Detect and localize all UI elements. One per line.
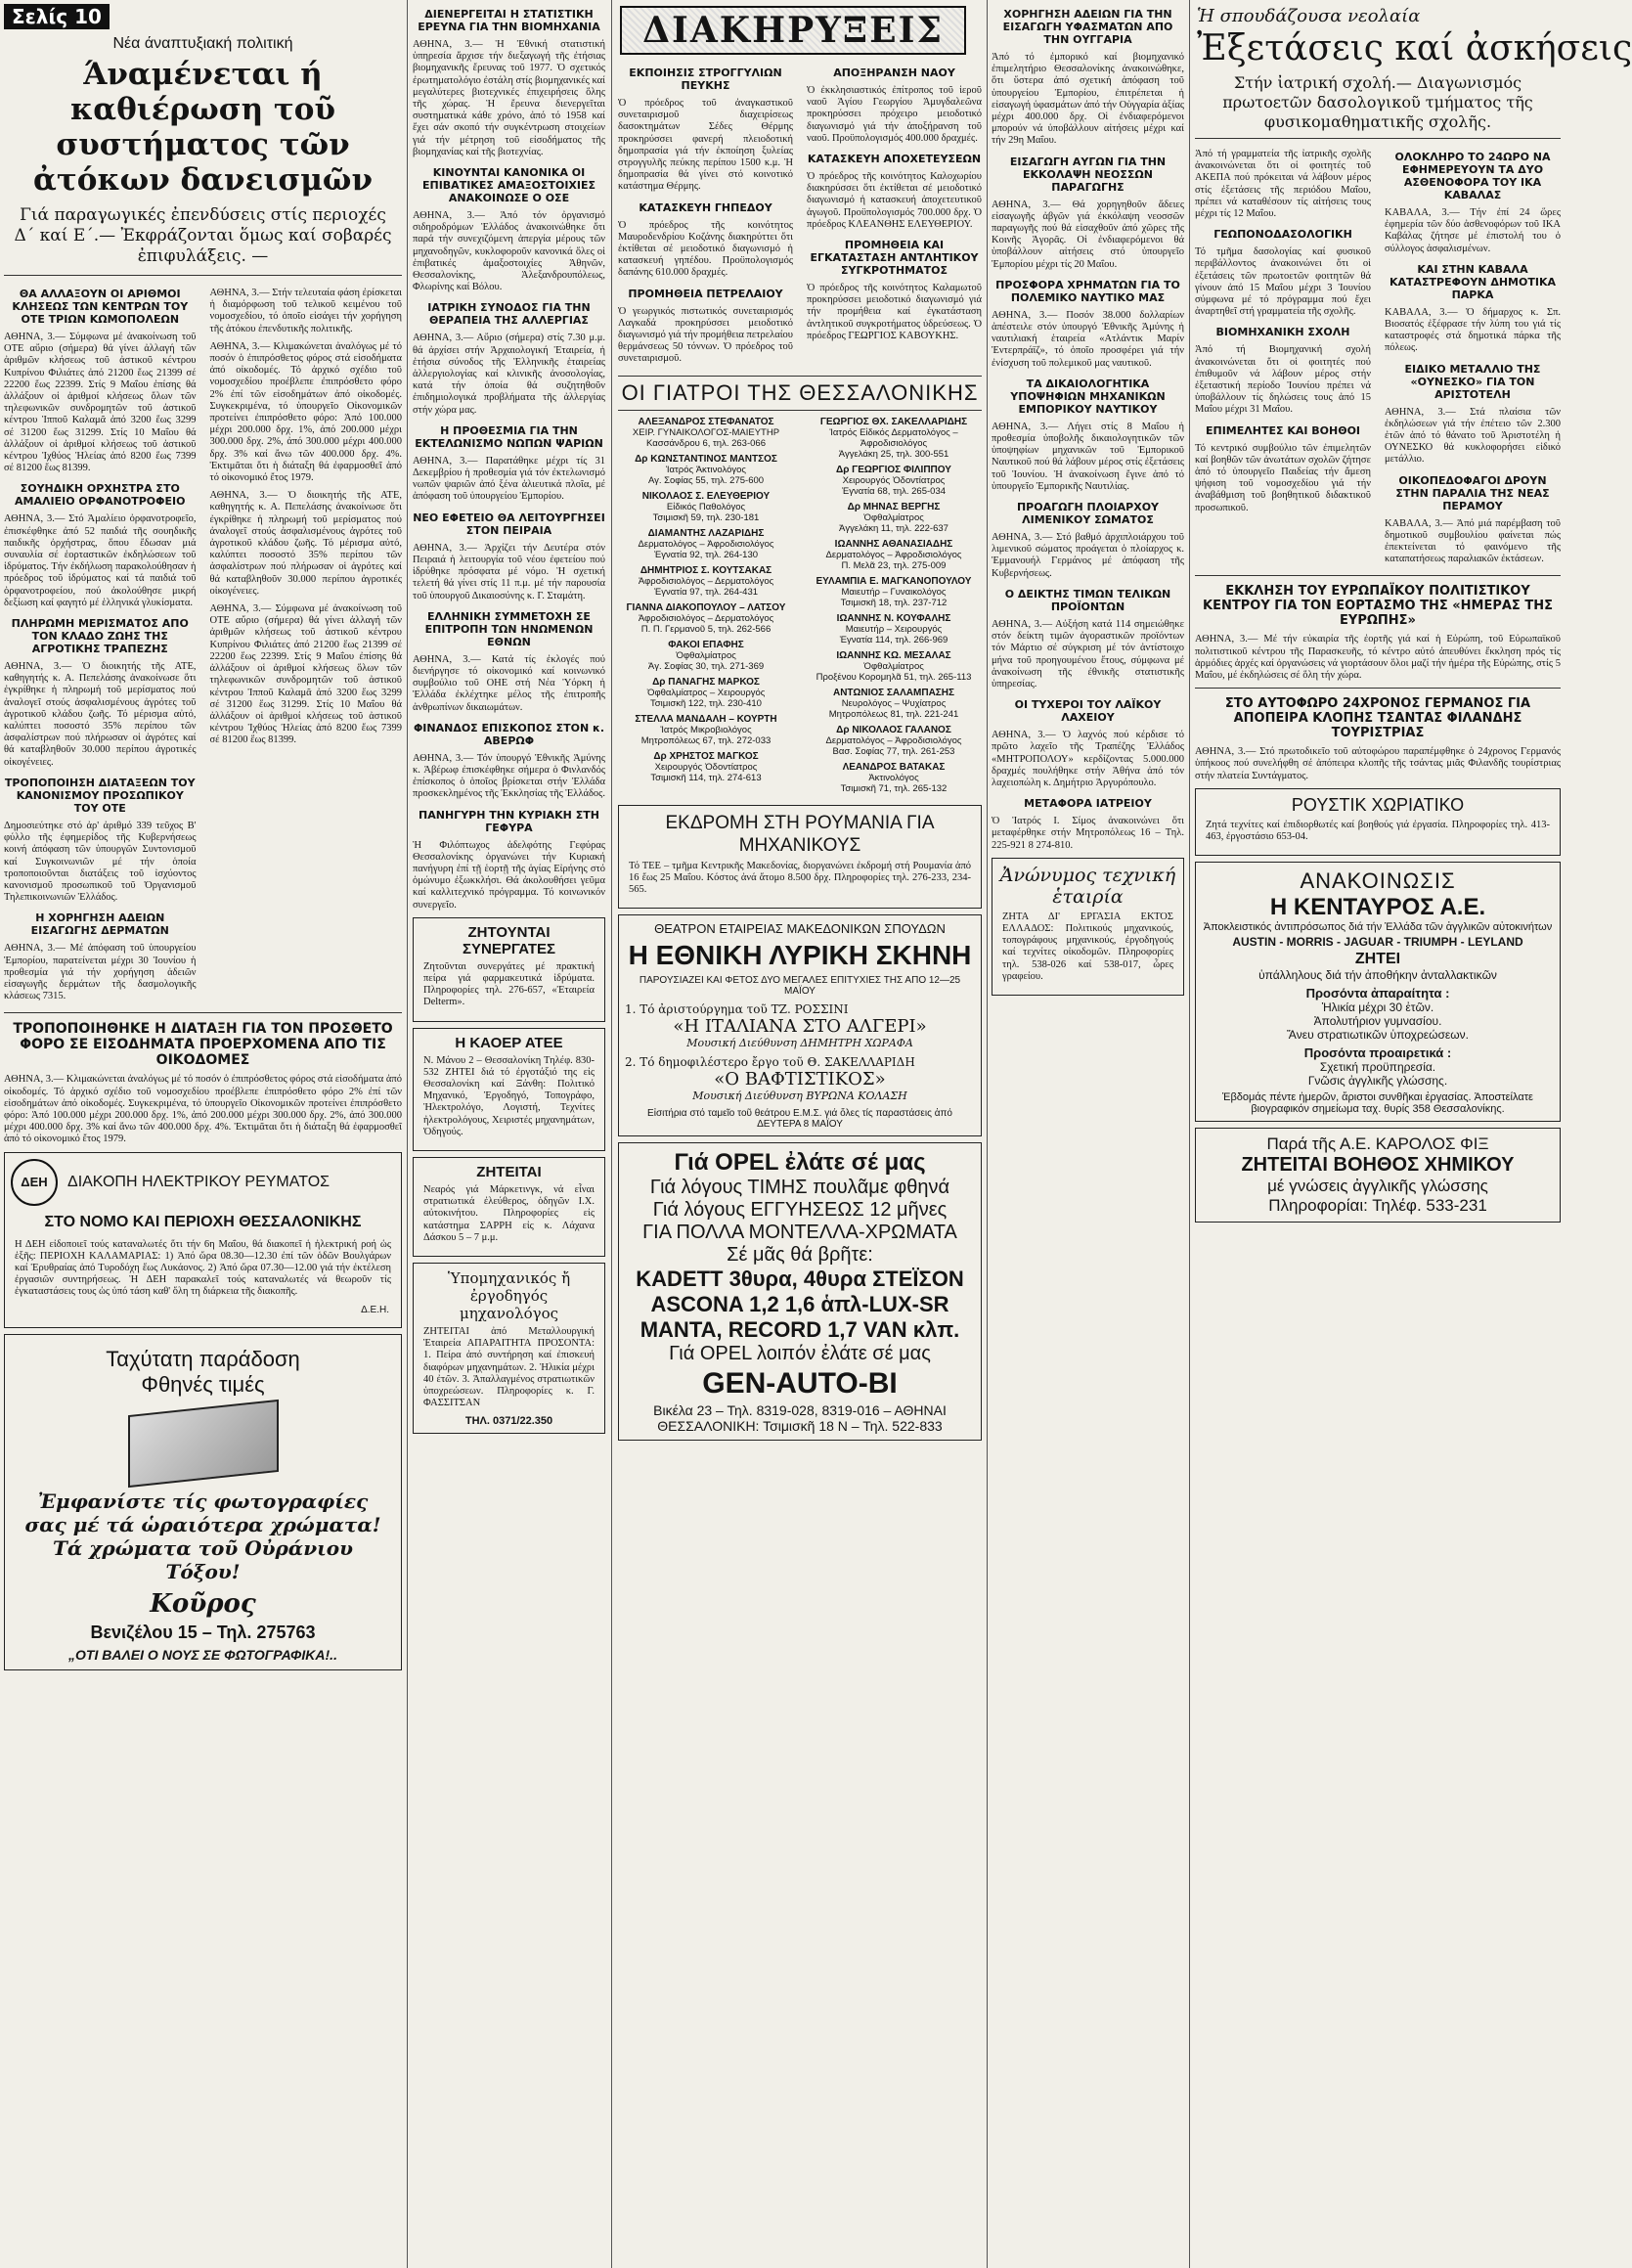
story-body: Ὁ πρόεδρος τοῦ ἀναγκαστικοῦ συνεταιρισμοῦ διαχειρίσεως δασοκτημάτων Σέδες Θέρμης προκηρύσσει φανερή πλειοδοτική δημοπρασία γιά τήν ἐκποίηση ξυλείας στρογγυλῆς πεύκης περίπου 1500 κ.μ. Ἡ δημοπρασία θά γίνει στό κοινοτικό κατάστημα Θέρμης. [618, 98, 793, 193]
romania-ad [618, 805, 982, 910]
declarations-left [614, 59, 797, 372]
opel-line-1: Γιά OPEL ἐλάτε σέ μας [674, 1149, 926, 1177]
story-headline: ΕΚΠΟΙΗΣΙΣ ΣΤΡΟΓΓΥΛΙΩΝ ΠΕΥΚΗΣ [629, 67, 782, 92]
story-headline: ΟΛΟΚΛΗΡΟ ΤΟ 24ΩΡΟ ΝΑ ΕΦΗΜΕΡΕΥΟΥΝ ΤΑ ΔΥΟ ΑΣΘΕΝΟΦΟΡΑ ΤΟΥ ΙΚΑ ΚΑΒΑΛΑΣ [1394, 151, 1551, 201]
story-headline: ΠΡΟΜΗΘΕΙΑ ΠΕΤΡΕΛΑΙΟΥ [628, 287, 783, 300]
doctor-specialty: Ὀφθαλμίατρος [863, 660, 924, 672]
doctor-name: ΙΩΑΝΝΗΣ Ν. ΚΟΥΦΑΛΗΣ [836, 612, 951, 624]
column-2 [409, 0, 609, 2268]
doctor-name: ΓΙΑΝΝΑ ΔΙΑΚΟΠΟΥΛΟΥ – ΛΑΤΣΟΥ [626, 601, 786, 613]
kouros-line-2: Φθηνές τιμές [141, 1371, 265, 1397]
story-headline: ΟΙΚΟΠΕΔΟΦΑΓΟΙ ΔΡΟΥΝ ΣΤΗΝ ΠΑΡΑΛΙΑ ΤΗΣ ΝΕΑΣ ΠΕΡΑΜΟΥ [1395, 473, 1550, 512]
doctor-address: Μητροπόλεως 81, τηλ. 221-241 [828, 708, 959, 720]
kouros-ad [4, 1334, 402, 1670]
story-headline: ΚΑΤΑΣΚΕΥΗ ΑΠΟΧΕΤΕΥΣΕΩΝ [807, 153, 982, 166]
doctor-address: Π. Π. Γερμανοῦ 5, τηλ. 262-566 [640, 623, 772, 635]
kouros-line-1: Ταχύτατη παράδοση [106, 1346, 300, 1371]
doctor-name: ΙΩΑΝΝΗΣ ΑΘΑΝΑΣΙΑΔΗΣ [834, 538, 953, 550]
doctor-name: ΕΥΛΑΜΠΙΑ Ε. ΜΑΓΚΑΝΟΠΟΥΛΟΥ [816, 575, 972, 587]
kentavros-req-3: Ἄνευ στρατιωτικῶν ὑποχρεώσεων. [1287, 1028, 1469, 1043]
doctor-address: Τσιμισκῆ 71, τηλ. 265-132 [840, 782, 948, 794]
kentavros-zitei: ΖΗΤΕΙ [1354, 951, 1401, 968]
doctor-entry [617, 417, 795, 449]
doctor-entry [805, 688, 983, 720]
doctor-name: ΑΝΤΩΝΙΟΣ ΣΑΛΑΜΠΑΣΗΣ [832, 687, 955, 698]
opel-addr-2: ΘΕΣΣΑΛΟΝΙΚΗ: Τσιμισκῆ 18 Ν – Τηλ. 522-833 [657, 1418, 943, 1435]
europe-day-headline: ΕΚΚΛΗΣΗ ΤΟΥ ΕΥΡΩΠΑΪΚΟΥ ΠΟΛΙΤΙΣΤΙΚΟΥ ΚΕΝΤΡΟΥ ΓΙΑ ΤΟΝ ΕΟΡΤΑΣΜΟ ΤΗΣ «ΗΜΕΡΑΣ ΤΗΣ ΕΥΡΩΠΗΣ» [1203, 584, 1553, 629]
doctor-specialty: Χειρουργός Ὀδοντίατρος [654, 761, 758, 773]
story-headline: ΧΟΡΗΓΗΣΗ ΑΔΕΙΩΝ ΓΙΑ ΤΗΝ ΕΙΣΑΓΩΓΗ ΥΦΑΣΜΑΤΩΝ ΑΠΟ ΤΗΝ ΟΥΓΓΑΡΙΑ [1002, 8, 1173, 46]
classified-ad [413, 1028, 605, 1151]
opel-line-9: Γιά OPEL λοιπόν ἐλάτε σέ μας [669, 1343, 931, 1365]
story-headline: Η ΧΟΡΗΓΗΣΗ ΑΔΕΙΩΝ ΕΙΣΑΓΩΓΗΣ ΔΕΡΜΑΤΩΝ [30, 912, 169, 938]
kentavros-req-head: Προσόντα ἀπαραίτητα : [1305, 986, 1450, 1001]
story-body: ΚΑΒΑΛΑ, 3.— Τήν ἐπί 24 ὥρες ἐφημερία τῶν δύο ἀσθενοφόρων τοῦ ΙΚΑ Καβάλας ζήτησε μέ ἐπιστολή του ὁ σύλλογος ἀσφαλισμένων. [1385, 207, 1561, 254]
story-headline: ΔΙΕΝΕΡΓΕΙΤΑΙ Η ΣΤΑΤΙΣΤΙΚΗ ΕΡΕΥΝΑ ΓΙΑ ΤΗΝ ΒΙΟΜΗΧΑΝΙΑ [418, 8, 600, 33]
classified-title: ΖΗΤΟΥΝΤΑΙ ΣΥΝΕΡΓΑΤΕΣ [463, 923, 555, 957]
doctor-specialty: Ἰατρός Εἰδικός Δερματολόγος – Ἀφροδισιολόγος [829, 426, 958, 449]
story-headline: ΠΡΟΣΦΟΡΑ ΧΡΗΜΑΤΩΝ ΓΙΑ ΤΟ ΠΟΛΕΜΙΚΟ ΝΑΥΤΙΚΟ ΜΑΣ [995, 278, 1180, 304]
theft-headline: ΣΤΟ ΑΥΤΟΦΩΡΟ 24ΧΡΟΝΟΣ ΓΕΡΜΑΝΟΣ ΓΙΑ ΑΠΟΠΕΙΡΑ ΚΛΟΠΗΣ ΤΣΑΝΤΑΣ ΦΙΛΑΝΔΗΣ ΤΟΥΡΙΣΤΡΙΑΣ [1224, 696, 1531, 741]
doctor-name: ΙΩΑΝΝΗΣ ΚΩ. ΜΕΣΑΛΑΣ [836, 649, 951, 661]
doctor-specialty: Ἀφροδισιολόγος – Δερματολόγος [638, 575, 774, 587]
kentavros-pref-1: Σχετική προϋπηρεσία. [1319, 1060, 1436, 1075]
opel-line-8: MANTA, RECORD 1,7 VAN κλπ. [640, 1317, 960, 1343]
story-headline: Ο ΔΕΙΚΤΗΣ ΤΙΜΩΝ ΤΕΛΙΚΩΝ ΠΡΟΪΟΝΤΩΝ [1004, 587, 1171, 613]
opera-work1: «Η ΙΤΑΛΙΑΝΑ ΣΤΟ ΑΛΓΕΡΙ» [673, 1016, 927, 1038]
lead-body-2: ΑΘΗΝΑ, 3.— Κλιμακώνεται ἀναλόγως μέ τό ποσόν ὁ ἐπιπρόσθετος φόρος στά εἰσοδήματα ἀπό οἰκοδομές. Τό ἀρχικό σχέδιο τοῦ νομοσχεδίου προέβλεπε ἐπιπρόσθετο φόρο 2% ἐπί τῶν εἰσοδημάτων ἀπό οἰκοδομές. Συγκεκριμένα, τό ὑπουργεῖο Οἰκονομικῶν προτείνει ἐπιπρόσθετο φόρο: Ἀπό 100.000 μέχρι 200.000 δρχ. 1%, ἀπό 200.000 μέχρι 300.000 δρχ. 2%, ἀπό 300.000 μέχρι 400.000 δρχ. 3% καί ἄνω τῶν 400.000 δρχ. 4%. Ἐκτιμᾶται ὅτι ἡ διάταξη θά ἐφαρμοσθεῖ ἀπό τό οἰκονομικό ἔτος 1979. [209, 340, 402, 484]
opel-line-7: ASCONA 1,2 1,6 ἁπλ-LUX-SR [650, 1292, 949, 1317]
opera-work1-intro: 1. Τό ἀριστούργημα τοῦ ΤΖ. ΡΟΣΣΙΝΙ [625, 1002, 849, 1017]
power-notice-subtitle: ΣΤΟ ΝΟΜΟ ΚΑΙ ΠΕΡΙΟΧΗ ΘΕΣΣΑΛΟΝΙΚΗΣ [44, 1213, 362, 1230]
story-body: ΚΑΒΑΛΑ, 3.— Ἀπό μιά παρέμβαση τοῦ δημοτικοῦ συμβουλίου φαίνεται πώς ἐπεκτείνεται τό φαινόμενο τῆς καταπατήσεως παραλιακῶν ἐκτάσεων. [1385, 517, 1561, 565]
story-body: Ὁ Ἰατρός Ι. Σίμος ἀνακοινώνει ὅτι μεταφέρθηκε στήν Μητροπόλεως 16 – Τηλ. 225-921 8 274-810. [992, 816, 1184, 851]
story-headline: ΦΙΝΑΝΔΟΣ ΕΠΙΣΚΟΠΟΣ ΣΤΟΝ κ. ΑΒΕΡΩΦ [413, 721, 605, 747]
col5-right [1381, 143, 1565, 571]
story-headline: ΟΙ ΤΥΧΕΡΟΙ ΤΟΥ ΛΑΪΚΟΥ ΛΑΧΕΙΟΥ [1014, 698, 1162, 725]
story-body: ΑΘΗΝΑ, 3.— Αὔριο (σήμερα) στίς 7.30 μ.μ. θά ἀρχίσει στήν Ἀρχαιολογική Ἑταιρεία, ἡ ἐτήσια σύνοδος τῆς Ἑλληνικῆς ἑταιρείας ἀλλεργιολογίας καί κλινικῆς ἀνοσολογίας, κατά τήν ὁποία θά συζητηθοῦν ἐπιδημιολογικά προβλήματα τῆς ἀλλεργίας στήν χώρα μας. [413, 333, 605, 416]
story-body: ΑΘΗΝΑ, 3.— Ἀρχίζει τήν Δευτέρα στόν Πειραιά ἡ λειτουργία τοῦ νέου ἐφετείου πού ἱδρύθηκε πρόσφατα μέ νόμο. Ἡ σχετική τελετή θά γίνει στίς 11 π.μ. μέ τήν παρουσία τοῦ ὑπουργοῦ Δικαιοσύνης κ. Γ. Σταμάτη. [413, 542, 605, 601]
kentavros-header: ΑΝΑΚΟΙΝΩΣΙΣ [1300, 868, 1456, 894]
opel-line-2: Γιά λόγους ΤΙΜΗΣ πουλᾶμε φθηνά [649, 1177, 950, 1199]
doctor-entry [617, 565, 795, 598]
kentavros-req-2: Ἀπολυτήριον γυμνασίου. [1313, 1014, 1442, 1029]
doctor-specialty: Ἀφροδισιολόγος – Δερματολόγος [638, 612, 774, 624]
students-kicker: Ἡ σπουδάζουσα νεολαία [1197, 6, 1421, 26]
column-3 [614, 0, 986, 2268]
story-body: Ἀπό τή Βιομηχανική σχολή ἀνακοινώνεται ὅτι οἱ φοιτητές πού ἐπιθυμοῦν νά λάβουν μέρος στήν ἐξεταστική περίοδο Ἰουνίου πρέπει νά ὑποβάλλουν τίς δηλώσεις τους ἀπό 15 Μαΐου μέχρι 31 Μαΐου. [1195, 344, 1371, 416]
chemist-line-1: Παρά τῆς Α.Ε. ΚΑΡΟΛΟΣ ΦΙΞ [1266, 1134, 1489, 1154]
doctor-address: Ἐγνατία 97, τηλ. 264-431 [653, 586, 759, 598]
story-headline: ΕΛΛΗΝΙΚΗ ΣΥΜΜΕΤΟΧΗ ΣΕ ΕΠΙΤΡΟΠΗ ΤΩΝ ΗΝΩΜΕΝΩΝ ΕΘΝΩΝ [424, 609, 594, 648]
story-body: Ὁ πρόεδρος τῆς κοινότητος Καλοχωρίου διακηρύσσει ὅτι ἐκτίθεται σέ μειοδοτικό διαγωνισμό ἡ κατασκευή ἀποχετευτικοῦ ἀγωγοῦ. Προϋπολογισμός 700.000 δρχ. Ὁ πρόεδρος ΚΛΕΑΝΘΗΣ ΕΛΕΥΘΕΡΙΟΥ. [807, 171, 982, 230]
story-body: Ὁ πρόεδρος τῆς κοινότητος Μαυροδενδρίου Κοζάνης διακηρύττει ὅτι ἐκτίθεται σέ μειοδοτικό διαγωνισμό ἡ κατασκευή γηπέδου. Προϋπολογισμός δαπάνης 610.000 δραχμές. [618, 219, 793, 279]
doctor-name: ΦΑΚΟΙ ΕΠΑΦΗΣ [668, 639, 744, 650]
lead-subhead: Γιά παραγωγικές ἐπενδύσεις στίς περιοχές Δ΄ καί Ε΄.— Ἐκφράζονται ὅμως καί σοβαρές ἐπιφυλάξεις. — [14, 205, 392, 266]
story-body: ΑΘΗΝΑ, 3.— Σύμφωνα μέ ἀνακοίνωση τοῦ ΟΤΕ αὔριο (σήμερα) θά γίνει ἀλλαγή τῶν ἀριθμῶν κλήσεως τοῦ ἀστικοῦ κέντρου Κυπρίνου Φιλιάτες ἀπό 21200 ἕως 21399 σέ 22200 ἕως 22399. Στίς 9 Μαΐου ἐπίσης θά ἀλλάξουν οἱ ἀριθμοί κλήσεως ὅλων τῶν τηλεφωνικῶν συνδρομητῶν τοῦ ἀστικοῦ κέντρου Ἱπποῦ Καλαμᾶ ἀπό 3200 ἕως 3299 σέ 31200 ἕως 31299. Στίς 10 Μαΐου θά ἀλλάξουν οἱ ἀριθμοί κλήσεως τοῦ ἀστικοῦ κέντρου Ἰχθύος Ἠλείας ἀπό 8200 ἕως 7399 σέ 81200 ἕως 81399. [4, 332, 197, 474]
opera-work2-credit: Μουσική Διεύθυνση ΒΥΡΩΝΑ ΚΟΛΑΣΗ [692, 1090, 907, 1103]
story-headline: Η ΠΡΟΘΕΣΜΙΑ ΓΙΑ ΤΗΝ ΕΚΤΕΛΩΝΙΣΜΟ ΝΩΠΩΝ ΨΑΡΙΩΝ [415, 423, 603, 450]
declarations-grid [614, 59, 986, 372]
classified-ad [413, 1263, 605, 1434]
story-body: ΑΘΗΝΑ, 3.— Παρατάθηκε μέχρι τίς 31 Δεκεμβρίου ἡ προθεσμία γιά τόν ἐκτελωνισμό νωπῶν ψαριῶν ἀπό ξένα ἁλιευτικά πλοῖα, μέ ἀπόφαση τοῦ ὑπουργείου Ἐμπορίου. [413, 455, 605, 503]
doctor-name: Δρ ΝΙΚΟΛΑΟΣ ΓΑΛΑΝΟΣ [836, 724, 951, 735]
doctor-name: Δρ ΓΕΩΡΓΙΟΣ ΦΙΛΙΠΠΟΥ [836, 464, 951, 475]
power-notice-title: ΔΙΑΚΟΠΗ ΗΛΕΚΤΡΙΚΟΥ ΡΕΥΜΑΤΟΣ [67, 1173, 331, 1190]
technical-company-body: ΖΗΤΑ ΔΙ' ΕΡΓΑΣΙΑ ΕΚΤΟΣ ΕΛΛΑΔΟΣ: Πολιτικούς μηχανικούς, τοπογράφους μηχανικούς, ἐργοδηγούς καί τεχνίτες οἰκοδομῶν. Πληροφορίες τηλ. 538-026 καί 538-017, ὧρες γραφείου. [1002, 911, 1173, 982]
doctor-address: Βασ. Σοφίας 77, τηλ. 261-253 [832, 745, 955, 757]
kouros-footer: „ΟΤΙ ΒΑΛΕΙ Ο ΝΟΥΣ ΣΕ ΦΩΤΟΓΡΑΦΙΚΑ!.. [68, 1646, 337, 1663]
doctor-address: Ἀγγελάκη 25, τηλ. 300-551 [838, 448, 949, 460]
story-body: ΑΘΗΝΑ, 3.— Ὁ διοικητής τῆς ΑΤΕ, καθηγητής κ. Α. Πεπελάσης ἀνακοίνωσε ὅτι ἐγκρίθηκε ἡ πληρωμή τοῦ μερίσματος πού ἀναλογεῖ στούς ἀσφαλισμένους ἀγρότες τοῦ ἀγροτικοῦ κλάδου ζωῆς. Τό μέρισμα αὐτό, καλύπτει ποσοστό 35% περίπου τῶν ἀσφαλίστρων πού πλήρωσαν οἱ ἀγρότες καί θά καταβληθοῦν 30.000 περίπου ἀγροτικές οἰκογένειες. [4, 661, 197, 768]
classified-body: ΖΗΤΕΙΤΑΙ ἀπό Μεταλλουργική Ἑταιρεία ΑΠΑΡΑΙΤΗΤΑ ΠΡΟΣΟΝΤΑ: 1. Πείρα ἀπό συντήρηση καί ἐπισκευή διαφόρων μηχανημάτων. 2. Ἡλικία μέχρι 40 ἐτῶν. 3. Ἀπαλλαγμένος στρατιωτικῶν ὑποχρεώσεων. Πληροφορίες κ. Γ. ΦΑΣΣΙΤΣΑΝ [423, 1326, 595, 1409]
opera-work1-credit: Μουσική Διεύθυνση ΔΗΜΗΤΡΗ ΧΩΡΑΦΑ [686, 1037, 913, 1050]
story-headline: ΜΕΤΑΦΟΡΑ ΙΑΤΡΕΙΟΥ [1024, 797, 1152, 811]
story-headline: ΤΡΟΠΟΠΟΙΗΣΗ ΔΙΑΤΑΞΕΩΝ ΤΟΥ ΚΑΝΟΝΙΣΜΟΥ ΠΡΟΣΩΠΙΚΟΥ ΤΟΥ ΟΤΕ [4, 776, 196, 815]
doctor-entry [617, 602, 795, 635]
doctor-address: Ἀγ. Σοφίας 30, τηλ. 271-369 [647, 660, 765, 672]
doctor-specialty: Μαιευτήρ – Γυναικολόγος [841, 586, 947, 598]
doctor-address: Αγ. Σοφίας 55, τηλ. 275-600 [647, 474, 765, 486]
doctor-address: Τσιμισκῆ 114, τηλ. 274-613 [650, 772, 762, 783]
kouros-brand: Κοῦρος [150, 1588, 256, 1619]
story-body: ΑΘΗΝΑ, 3.— Λήγει στίς 8 Μαΐου ἡ προθεσμία ὑποβολῆς δικαιολογητικῶν τῶν ὑποψηφίων μηχανικῶν τοῦ Ἐμπορικοῦ Ναυτικοῦ πού θά λάβουν μέρος στίς ἐξετάσεις τοῦ Ἰουνίου. Ἡ ἀνακοίνωση ἔγινε ἀπό τό ὑπουργεῖο Ἐμπορικῆς Ναυτιλίας. [992, 421, 1184, 492]
kouros-slogan: Ἐμφανίστε τίς φωτογραφίες σας μέ τά ὡραιότερα χρώματα! Τά χρώματα τοῦ Οὐράνιου Τόξου! [24, 1489, 381, 1583]
doctor-address: Τσιμισκῆ 18, τηλ. 237-712 [840, 597, 948, 608]
doctor-specialty: Ἰατρός Ἀκτινολόγος [665, 464, 747, 475]
story-headline: ΑΠΟΞΗΡΑΝΣΗ ΝΑΟΥ [833, 67, 955, 79]
doctor-entry [617, 528, 795, 560]
declarations-banner [620, 6, 966, 55]
power-notice-sign: Δ.Ε.Η. [361, 1304, 389, 1315]
opel-line-6: KADETT 3θυρα, 4θυρα ΣΤΕΪΣΟΝ [636, 1267, 964, 1292]
classified-body: Νεαρός γιά Μάρκετινγκ, νά εἶναι στρατιωτικά ἐλεύθερος, ὁδηγῶν Ι.Χ. αὐτοκινήτου. Πληροφορίες εἰς κατάστημα ΣΑΡΡΗ εἰς κ. Λάχανα Δάσκου 5 – 7 μ.μ. [423, 1183, 595, 1243]
col5-left [1191, 143, 1375, 571]
doctor-address: Κασσάνδρου 6, τηλ. 263-066 [646, 437, 766, 449]
classified-title: Η ΚΑΟΕΡ ΑΤΕΕ [455, 1034, 563, 1051]
declarations-right [803, 59, 986, 372]
page-label [0, 0, 406, 33]
kentavros-title: Η ΚΕΝΤΑΥΡΟΣ Α.Ε. [1269, 894, 1486, 921]
doctor-entry [617, 751, 795, 783]
classified-ad [413, 917, 605, 1022]
doctor-address: Τσιμισκῆ 122, τηλ. 230-410 [650, 697, 762, 709]
doctor-entry [617, 454, 795, 486]
kentavros-desc: Ἀποκλειστικός ἀντιπρόσωπος διά τήν Ἑλλάδα τῶν ἀγγλικῶν αὐτοκινήτων [1203, 921, 1553, 934]
doctors-grid [614, 415, 986, 799]
doctor-address: Ἐγνατία 114, τηλ. 266-969 [839, 634, 948, 645]
doctor-specialty: Ἀκτινολόγος [868, 772, 919, 783]
story-headline: ΒΙΟΜΗΧΑΝΙΚΗ ΣΧΟΛΗ [1215, 326, 1350, 339]
col1-right [206, 280, 407, 1008]
doctor-specialty: Δερματολόγος – Ἀφροδισιολόγος [825, 549, 962, 560]
kouros-address: Βενιζέλου 15 – Τηλ. 275763 [90, 1622, 316, 1642]
doctor-specialty: Ἰατρός Μικροβιολόγος [660, 724, 752, 735]
doctors-left [614, 415, 798, 799]
students-intro: Ἀπό τή γραμματεία τῆς ἰατρικῆς σχολῆς ἀνακοινώνεται ὅτι οἱ φοιτητές τοῦ ΑΚΕΠΑ πού πρόκειται νά λάβουν μέρος στίς ἐξετάσεις τῆς περιόδου Μαΐου, πρέπει νά καταθέσουν τίς αἰτήσεις τους μέχρι τίς 12 Μαΐου. [1195, 149, 1371, 220]
doctor-address: Ἐγνατία 68, τηλ. 265-034 [841, 485, 947, 497]
doctor-name: ΓΕΩΡΓΙΟΣ ΘΧ. ΣΑΚΕΛΛΑΡΙΔΗΣ [819, 416, 968, 427]
story-body: Ὁ ἐκκλησιαστικός ἐπίτροπος τοῦ ἱεροῦ ναοῦ Ἁγίου Γεωργίου Ἀμυγδαλεῶνα προκηρύσσει πρόχειρο μειοδοτικό διαγωνισμό γιά τήν ἀποξήρανση τοῦ ναοῦ. Προϋπολογισμός 400.000 δραχμές. [807, 85, 982, 144]
europe-day-body: ΑΘΗΝΑ, 3.— Μέ τήν εὐκαιρία τῆς ἐορτῆς γιά καί ἡ Εὐρώπη, τοῦ Εὐρωπαϊκοῦ πολιτιστικοῦ κέντρου τῆς Παρασκευῆς, τό κέντρο αὐτό ἀπευθύνει ἔκκληση πρός τίς ἁρμόδιες ἀρχές καί ὀργανώσεις νά γιορτάσουν ὅλοι μαζί τήν ἡμέρα τῆς Εὐρώπης, στίς 5 Μαΐου, μέ ἐκδηλώσεις σέ ὅλη τήν χώρα. [1195, 634, 1561, 682]
story-body: ΑΘΗΝΑ, 3.— Στό βαθμό ἀρχιπλοιάρχου τοῦ λιμενικοῦ σώματος προάγεται ὁ πλοίαρχος κ. Ἐμμανουήλ Γερμάνος μέ ἀπόφαση τῆς Κυβερνήσεως. [992, 532, 1184, 579]
doctor-specialty: Νευρολόγος – Ψυχίατρος [841, 697, 947, 709]
lead-headline: Άναμένεται ή καθιέρωση τοῦ συστήματος τῶν ἀτόκων δανεισμῶν [33, 57, 373, 198]
story-body: ΑΘΗΝΑ, 3.— Ποσόν 38.000 δολλαρίων ἀπέστειλε στόν ὑπουργό Ἐθνικῆς Ἀμύνης ἡ ναυτιλιακή ἑταιρεία «Ατλάντικ Μαρίν Ἐντερπράϊζ», τό ὁποῖο προσφέρει γιά τήν ἐνίσχυση τοῦ πολεμικοῦ μας ναυτικοῦ. [992, 309, 1184, 369]
doctor-address: Προξένου Κορομηλᾶ 51, τηλ. 265-113 [816, 671, 972, 683]
col5-grid [1191, 143, 1565, 571]
doctor-specialty: Μαιευτήρ – Χειρουργός [845, 623, 943, 635]
story-headline: ΣΟΥΗΔΙΚΗ ΟΡΧΗΣΤΡΑ ΣΤΟ ΑΜΑΛΙΕΙΟ ΟΡΦΑΝΟΤΡΟΦΕΙΟ [15, 482, 186, 509]
doctor-name: ΛΕΑΝΔΡΟΣ ΒΑΤΑΚΑΣ [842, 761, 946, 773]
opel-line-3: Γιά λόγους ΕΓΓΥΗΣΕΩΣ 12 μῆνες [652, 1199, 948, 1222]
lead-body: ΑΘΗΝΑ, 3.— Στήν τελευταία φάση ἐρίσκεται ἡ διαμόρφωση τοῦ τελικοῦ κειμένου τοῦ νομοσχεδίου, τό ὁποῖο εἰσάγει τήν χορήγηση τῆς ἀτόκου ἐπενδυτικῆς πολιτικῆς. [209, 288, 402, 334]
story-body: Ὁ γεωργικός πιστωτικός συνεταιρισμός Λαγκαδά προκηρύσσει μειοδοτικό διαγωνισμό γιά τήν προμήθεια πετρελαίου θερμάνσεως 50 τόννων. Ὁ πρόεδρος τοῦ συνεταιρισμοῦ. [618, 305, 793, 365]
doctor-specialty: Ὀφθαλμίατρος – Χειρουργός [646, 687, 766, 698]
doctor-entry [805, 417, 983, 460]
doctor-entry [617, 491, 795, 523]
opera-org: ΘΕΑΤΡΟΝ ΕΤΑΙΡΕΙΑΣ ΜΑΚΕΔΟΝΙΚΩΝ ΣΠΟΥΔΩΝ [654, 921, 946, 937]
lead-kicker: Νέα άναπτυξιακή πολιτική [112, 35, 293, 52]
roustik-body: Ζητά τεχνίτες καί ἐπιδιορθωτές καί βοηθούς γιά ἐργασία. Πληροφορίες τηλ. 413-463, ἐργοστάσιο 653-04. [1206, 819, 1550, 843]
story-body: ΑΘΗΝΑ, 3.— Ἡ Ἐθνική στατιστική ὑπηρεσία ἄρχισε τήν διεξαγωγή τῆς ἐτήσιας βιομηχανικῆς ἔρευνας τοῦ 1977. Ὁ σχετικός ἐρωτηματολόγιο ἐστάλη στίς βιομηχανικές καί μεγαλύτερες βιοτεχνικές ἐπιχειρήσεις ὅλης τῆς χώρας. Ἡ ἔρευνα διενεργεῖται συστηματικά κάθε χρόνο, ἀπό τό 1958 καί ἔχει σάν σκοπό τήν συγκέντρωση στοιχείων γιά τήν μέτρηση τοῦ εἰσοδήματος τῆς βιομηχανίας καί τῆς βιοτεχνίας. [413, 39, 605, 157]
doctor-entry [805, 502, 983, 534]
lead-body-3: ΑΘΗΝΑ, 3.— Ὁ διοικητής τῆς ΑΤΕ, καθηγητής κ. Α. Πεπελάσης ἀνακοίνωσε ὅτι ἐγκρίθηκε ἡ πληρωμή τοῦ μερίσματος πού ἀναλογεῖ στούς ἀσφαλισμένους ἀγρότες τοῦ ἀγροτικοῦ κλάδου ζωῆς. Τό μέρισμα αὐτό, καλύπτει ποσοστό 35% περίπου τῶν ἀσφαλίστρων πού πλήρωσαν οἱ ἀγρότες καί θά καταβληθοῦν 30.000 περίπου ἀγροτικές οἰκογένειες. [209, 490, 402, 597]
story-headline: ΤΑ ΔΙΚΑΙΟΛΟΓΗΤΙΚΑ ΥΠΟΨΗΦΙΩΝ ΜΗΧΑΝΙΚΩΝ ΕΜΠΟΡΙΚΟΥ ΝΑΥΤΙΚΟΥ [1010, 377, 1166, 416]
divider [1195, 138, 1561, 139]
chemist-line-2: ΖΗΤΕΙΤΑΙ ΒΟΗΘΟΣ ΧΗΜΙΚΟΥ [1241, 1154, 1515, 1177]
chemist-ad [1195, 1128, 1561, 1223]
opera-sub: ΠΑΡΟΥΣΙΑΖΕΙ ΚΑΙ ΦΕΤΟΣ ΔΥΟ ΜΕΓΑΛΕΣ ΕΠΙΤΥΧΙΕΣ ΤΗΣ ΑΠΟ 12—25 ΜΑΪΟΥ [639, 975, 961, 998]
col1-left [0, 280, 200, 1008]
classified-title: ΖΗΤΕΙΤΑΙ [476, 1163, 542, 1180]
lead-body-4: ΑΘΗΝΑ, 3.— Σύμφωνα μέ ἀνακοίνωση τοῦ ΟΤΕ αὔριο (σήμερα) θά γίνει ἀλλαγή τῶν ἀριθμῶν κλήσεως τοῦ ἀστικοῦ κέντρου Κυπρίνου Φιλιάτες ἀπό 21200 ἕως 21399 σέ 22200 ἕως 22399. Στίς 9 Μαΐου ἐπίσης θά ἀλλάξουν οἱ ἀριθμοί κλήσεως ὅλων τῶν τηλεφωνικῶν συνδρομητῶν τοῦ ἀστικοῦ κέντρου Ἱπποῦ Καλαμᾶ ἀπό 3200 ἕως 3299 σέ 31200 ἕως 31299. Στίς 10 Μαΐου θά ἀλλάξουν οἱ ἀριθμοί κλήσεως τοῦ ἀστικοῦ κέντρου Ἰχθύος Ἠλείας ἀπό 8200 ἕως 7399 σέ 81200 ἕως 81399. [209, 603, 402, 746]
classified-phone: ΤΗΛ. 0371/22.350 [464, 1415, 553, 1428]
doctor-name: ΔΙΑΜΑΝΤΗΣ ΛΑΖΑΡΙΔΗΣ [647, 527, 765, 539]
divider [1195, 575, 1561, 576]
divider [4, 1012, 402, 1013]
doctor-entry [805, 576, 983, 608]
divider [618, 410, 982, 411]
opel-ad [618, 1142, 982, 1441]
doctor-address: Τσιμισκῆ 59, τηλ. 230-181 [652, 511, 760, 523]
story-headline: ΠΑΝΗΓΥΡΗ ΤΗΝ ΚΥΡΙΑΚΗ ΣΤΗ ΓΕΦΥΡΑ [419, 808, 599, 834]
story-body: ΑΘΗΝΑ, 3.— Στό Ἀμαλίειο ὀρφανοτροφεῖο, ἐπισκέφθηκε ἀπό 52 παιδιά τῆς σουηδικῆς παιδικῆς ὀρχήστρας, ὅπου ἔδωσαν μιά συναυλία σέ ἑορταστικῶν ἐκδηλώσεων τοῦ ἱδρύματος. Τήν ἐκδήλωση παρακολούθησαν ἡ πρόεδρος τοῦ ἱδρύματος καί τά παιδιά τοῦ ὀρφανοτροφείου, πού ἀκολούθησε μικρή δεξίωση καί φαγητό μέ ἑλληνικά γλυκίσματα. [4, 513, 197, 608]
doctor-name: Δρ ΠΑΝΑΓΗΣ ΜΑΡΚΟΣ [652, 676, 760, 688]
opel-addr-1: Βικέλα 23 – Τηλ. 8319-028, 8319-016 – ΑΘΗΝΑΙ [653, 1402, 947, 1419]
doctor-entry [617, 677, 795, 709]
classified-title: Ὑπομηχανικός ἤ ἐργοδηγός μηχανολόγος [447, 1269, 571, 1322]
story-headline: ΚΑΤΑΣΚΕΥΗ ΓΗΠΕΔΟΥ [639, 200, 772, 214]
doctor-address: Ἐγνατία 92, τηλ. 264-130 [653, 549, 759, 560]
story-headline: ΓΕΩΠΟΝΟΔΑΣΟΛΟΓΙΚΗ [1213, 228, 1352, 242]
kentavros-pref-2: Γνῶσις ἀγγλικῆς γλώσσης. [1307, 1074, 1448, 1089]
story-headline: ΚΙΝΟΥΝΤΑΙ ΚΑΝΟΝΙΚΑ ΟΙ ΕΠΙΒΑΤΙΚΕΣ ΑΜΑΞΟΣΤΟΙΧΙΕΣ ΑΝΑΚΟΙΝΩΣΕ Ο ΟΣΕ [421, 166, 596, 205]
power-notice [4, 1152, 402, 1328]
story-body: ΑΘΗΝΑ, 3.— Ὁ λαχνός πού κέρδισε τό πρῶτο λαχεῖο τῆς Τραπέζης Ἑλλάδος «ΜΗΤΡΟΠΟΛΟΥ» κερδίζοντας 5.000.000 δραχμές πουλήθηκε στήν Ἀθήνα ἀπό τόν λαχειοπώλη κ. Δημήτριο Ἀργυρόπουλο. [992, 730, 1184, 788]
students-subhead: Στήν ἰατρική σχολή.— Διαγωνισμός πρωτοετῶν δασολογικοῦ τμήματος τῆς φυσικομαθηματικῆς σχολῆς. [1222, 73, 1533, 131]
students-headline: Ἐξετάσεις καί ἀσκήσεις [1197, 28, 1632, 68]
story-headline: ΕΙΣΑΓΩΓΗ ΑΥΓΩΝ ΓΙΑ ΤΗΝ ΕΚΚΟΛΑΨΗ ΝΕΟΣΣΩΝ ΠΑΡΑΓΩΓΗΣ [1009, 155, 1167, 194]
story-body: ΚΑΒΑΛΑ, 3.— Ὁ δήμαρχος κ. Σπ. Βιοσατός ἐξέφρασε τήν λύπη του γιά τίς καταστροφές στά δημοτικά πάρκα τῆς πόλεως. [1385, 306, 1561, 354]
doctor-name: Δρ ΚΩΝΣΤΑΝΤΙΝΟΣ ΜΑΝΤΣΟΣ [635, 453, 777, 465]
col1-grid [0, 280, 406, 1008]
doctor-address: Π. Μελᾶ 23, τηλ. 275-009 [841, 559, 947, 571]
doctor-specialty: Εἰδικός Παθολόγος [666, 501, 746, 512]
classified-body: Ν. Μάνου 2 – Θεσσαλονίκη Τηλέφ. 830-532 ΖΗΤΕΙ διά τό ἐργοτάξιό της εἰς Θεσσαλονίκη καί Ξάνθη: Πολιτικό Μηχανικό, Ἐργοδηγό, Τοπογράφο, Ἠλεκτρολόγο, Λογιστή, Τεχνίτες ἠλεκτρολόγους, Χειριστές μηχανημάτων, Ὀδηγούς. [423, 1054, 595, 1137]
divider [618, 376, 982, 377]
kentavros-footer: Ἐβδομάς πέντε ἡμερῶν, ἄριστοι συνθῆκαι ἐργασίας. Ἀποστείλατε βιογραφικόν σημείωμα ταχ. θυρίς 358 Θεσσαλονίκης. [1222, 1091, 1533, 1116]
doctor-entry [805, 650, 983, 683]
story-body: ΑΘΗΝΑ, 3.— Στά πλαίσια τῶν ἐκδηλώσεων γιά τήν ἐπέτειο τῶν 2.300 ἐτῶν ἀπό τό θάνατο τοῦ Ἀριστοτέλη ἡ ΟΥΝΕΣΚΟ θά κυκλοφορήσει εἰδικό μετάλλιο. [1385, 406, 1561, 466]
tax-headline: ΤΡΟΠΟΠΟΙΗΘΗΚΕ Η ΔΙΑΤΑΞΗ ΓΙΑ ΤΟΝ ΠΡΟΣΘΕΤΟ ΦΟΡΟ ΣΕ ΕΙΣΟΔΗΜΑΤΑ ΠΡΟΕΡΧΟΜΕΝΑ ΑΠΟ ΤΙΣ ΟΙΚΟΔΟΜΕΣ [13, 1021, 393, 1069]
opel-line-4: ΓΙΑ ΠΟΛΛΑ ΜΟΝΤΕΛΛΑ-ΧΡΩΜΑΤΑ [642, 1222, 957, 1244]
column-4 [988, 0, 1188, 2268]
doctor-name: ΑΛΕΞΑΝΔΡΟΣ ΣΤΕΦΑΝΑΤΟΣ [638, 416, 774, 427]
opera-ad [618, 914, 982, 1136]
column-1 [0, 0, 406, 2268]
doctor-specialty: Δερματολόγος – Ἀφροδισιολόγος [638, 538, 774, 550]
classified-body: Ζητοῦνται συνεργάτες μέ πρακτική πείρα γιά φαρμακευτικά ἰδρύματα. Πληροφορίες τηλ. 276-657, «Ἐταιρεία Delterm». [423, 960, 595, 1008]
doctor-entry [805, 465, 983, 497]
divider [1195, 688, 1561, 689]
doctor-entry [805, 539, 983, 571]
roustik-title: ΡΟΥΣΤΙΚ ΧΩΡΙΑΤΙΚΟ [1291, 794, 1465, 815]
doctor-entry [805, 762, 983, 794]
kentavros-ad [1195, 862, 1561, 1122]
kentavros-req-1: Ἡλικία μέχρι 30 ἐτῶν. [1321, 1001, 1434, 1015]
doctor-specialty: Χειρουργός Ὀδοντίατρος [842, 474, 946, 486]
story-headline: ΙΑΤΡΙΚΗ ΣΥΝΟΔΟΣ ΓΙΑ ΤΗΝ ΘΕΡΑΠΕΙΑ ΤΗΣ ΑΛΛΕΡΓΙΑΣ [427, 301, 591, 328]
doctor-entry [805, 725, 983, 757]
doctor-address: Μητροπόλεως 67, τηλ. 272-033 [640, 734, 772, 746]
opel-brand: GEN-AUTO-BI [702, 1367, 898, 1401]
story-headline: ΠΛΗΡΩΜΗ ΜΕΡΙΣΜΑΤΟΣ ΑΠΟ ΤΟΝ ΚΛΑΔΟ ΖΩΗΣ ΤΗΣ ΑΓΡΟΤΙΚΗΣ ΤΡΑΠΕΖΗΣ [11, 617, 189, 656]
power-notice-header [11, 1159, 395, 1206]
story-headline: ΠΡΟΑΓΩΓΗ ΠΛΟΙΑΡΧΟΥ ΛΙΜΕΝΙΚΟΥ ΣΩΜΑΤΟΣ [1016, 501, 1160, 527]
story-headline: ΝΕΟ ΕΦΕΤΕΙΟ ΘΑ ΛΕΙΤΟΥΡΓΗΣΕΙ ΣΤΟΝ ΠΕΙΡΑΙΑ [413, 511, 605, 537]
story-body: Τό τμῆμα δασολογίας καί φυσικοῦ περιβάλλοντος ἀνακοινώνει ὅτι οἱ ἐξετάσεις τῶν πρωτοετῶν φοιτητῶν θά γίνουν ἀπό 15 Μαΐου μέχρι 3 Ἰουνίου σύμφωνα μέ τό πρόγραμμα πού ἔχει ἀναρτηθεῖ στή γραμματεία τῆς σχολῆς. [1195, 246, 1371, 318]
tax-body: ΑΘΗΝΑ, 3.— Κλιμακώνεται ἀναλόγως μέ τό ποσόν ὁ ἐπιπρόσθετος φόρος στά εἰσοδήματα ἀπό οἰκοδομές. Τό ἀρχικό σχέδιο τοῦ νομοσχεδίου προέβλεπε ἐπιπρόσθετο φόρο 2% ἐπί τῶν εἰσοδημάτων ἀπό οἰκοδομές. Συγκεκριμένα, τό ὑπουργεῖο Οἰκονομικῶν προτείνει ἐπιπρόσθετο φόρο: Ἀπό 100.000 μέχρι 200.000 δρχ. 1%, ἀπό 200.000 μέχρι 300.000 δρχ. 2%, ἀπό 300.000 μέχρι 400.000 δρχ. 3% καί ἄνω τῶν 400.000 δρχ. 4%. Ἐκτιμᾶται ὅτι ἡ διάταξη θά ἐφαρμοσθεῖ ἀπό τό οἰκονομικό ἔτος 1979. [4, 1074, 402, 1145]
story-body: Δημοσιεύτηκε στό ἀρ' ἀριθμό 339 τεῦχος Β' φύλλο τῆς ἐφημερίδος τῆς Κυβερνήσεως κοινή ἀπόφαση τῶν ὑπουργῶν Συντονισμοῦ καί Συγκοινωνιῶν μέ τήν ὁποία τροποποιοῦνται διατάξεις τοῦ ἰσχύοντος κανονισμοῦ προσωπικοῦ τοῦ Ὀργανισμοῦ Τηλεπικοινωνιῶν Ἑλλάδος. [4, 820, 197, 904]
opera-work2-intro: 2. Τό δημοφιλέστερο ἔργο τοῦ Θ. ΣΑΚΕΛΛΑΡΙΔΗ [625, 1055, 915, 1070]
doctor-name: Δρ ΜΗΝΑΣ ΒΕΡΓΗΣ [847, 501, 941, 512]
doctor-specialty: ΧΕΙΡ. ΓΥΝΑΙΚΟΛΟΓΟΣ-ΜΑΙΕΥΤΗΡ [632, 426, 780, 438]
doctors-right [802, 415, 986, 799]
power-notice-body: Η ΔΕΗ εἰδοποιεῖ τούς καταναλωτές ὅτι τήν 6η Μαΐου, θά διακοπεῖ ἡ ἠλεκτρική ροή ὡς ἑξῆς: ΠΕΡΙΟΧΗ ΚΑΛΑΜΑΡΙΑΣ: 1) Ἀπό ὥρα 08.30—12.30 ἐπί τῶν ὁδῶν Βουλγάρων καί Ἐρυθραίας ἀπό Τυροδόχη ἕως Λυκάονος. 2) Ἀπό ὥρα 07.30—12.00 γιά τήν ἐκτέλεση ἐργασιῶν συντηρήσεως. Ἡ ΔΕΗ παρακαλεῖ τούς καταναλωτές νά θεωροῦν τίς ἐγκαταστάσεις τους ὡς ὑπό τάση καθ' ὅλη τη διάρκεια τῆς διακοπῆς. [15, 1238, 391, 1298]
story-body: ΑΘΗΝΑ, 3.— Τόν ὑπουργό Ἐθνικῆς Ἀμύνης κ. Ἀβέρωφ ἐπισκέφθηκε σήμερα ὁ Φινλανδός ἐπίσκοπος ὁ ὁποῖος βρίσκεται στήν Ἑλλάδα προσκεκλημένος τῆς Ἐκκλησίας τῆς Ἑλλάδος. [413, 752, 605, 800]
chemist-line-3: μέ γνώσεις ἀγγλικῆς γλώσσης [1267, 1177, 1488, 1196]
story-headline: ΕΠΙΜΕΛΗΤΕΣ ΚΑΙ ΒΟΗΘΟΙ [1205, 423, 1361, 437]
dei-logo-text: ΔΕΗ [21, 1175, 48, 1190]
doctor-entry [617, 714, 795, 746]
romania-body: Τό ΤΕΕ – τμῆμα Κεντρικῆς Μακεδονίας, διοργανώνει ἐκδρομή στή Ρουμανία ἀπό 16 ἕως 25 Μαΐου. Κόστος ἀνά ἄτομο 8.500 δρχ. Πληροφορίες τηλ. 276-233, 234-565. [629, 860, 971, 896]
opera-work2: «Ο ΒΑΦΤΙΣΤΙΚΟΣ» [714, 1069, 886, 1090]
doctor-name: ΔΗΜΗΤΡΙΟΣ Σ. ΚΟΥΤΣΑΚΑΣ [640, 564, 772, 576]
story-headline: ΕΙΔΙΚΟ ΜΕΤΑΛΛΙΟ ΤΗΣ «ΟΥΝΕΣΚΟ» ΓΙΑ ΤΟΝ ΑΡΙΣΤΟΤΕΛΗ [1404, 362, 1541, 401]
story-body: Ὁ πρόεδρος τῆς κοινότητος Καλαμωτοῦ προκηρύσσει μειοδοτικό διαγωνισμό γιά τήν προμήθεια καί ἐγκατάσταση ἀντλητικοῦ συγκροτήματος ὑδρεύσεως. Ὁ πρόεδρος ΓΕΩΡΓΙΟΣ ΚΑΒΟΥΚΗΣ. [807, 283, 982, 341]
divider [4, 275, 402, 276]
romania-title: ΕΚΔΡΟΜΗ ΣΤΗ ΡΟΥΜΑΝΙΑ ΓΙΑ ΜΗΧΑΝΙΚΟΥΣ [665, 812, 935, 856]
doctor-specialty: Ὀφθαλμίατρος [863, 511, 924, 523]
column-5 [1191, 0, 1632, 2268]
classified-ad [413, 1157, 605, 1257]
page-number: Σελίς 10 [4, 4, 110, 29]
technical-company-title: Ἀνώνυμος τεχνική ἑταιρία [999, 864, 1176, 908]
kentavros-pref-head: Προσόντα προαιρετικά : [1303, 1045, 1452, 1061]
opel-line-5: Σέ μᾶς θά βρῆτε: [727, 1244, 873, 1267]
doctor-specialty: Ὀφθαλμίατρος [676, 649, 736, 661]
doctor-address: Ἀγγελάκη 11, τηλ. 222-637 [839, 522, 948, 534]
story-body: Ἀπό τό ἐμπορικό καί βιομηχανικό ἐπιμελητήριο Θεσσαλονίκης ἀνακοινώθηκε, ὅτι ὕστερα ἀπό σχετική ἀπόφαση τοῦ ὑπουργείου Ἐμπορίου, ἐπιτρέπεται ἡ εἰσαγωγή ὑφασμάτων ἀπό τήν Οὐγγαρία ἀξίας μέχρι 400.000 δρχ. Οἱ ἐνδιαφερόμενοι μπορούν νά ὑποβάλλουν αἰτήσεις μέχρι καί τήν 29η Μαΐου. [992, 52, 1184, 147]
roustik-ad [1195, 788, 1561, 856]
story-headline: ΠΡΟΜΗΘΕΙΑ ΚΑΙ ΕΓΚΑΤΑΣΤΑΣΗ ΑΝΤΛΗΤΙΚΟΥ ΣΥΓΚΡΟΤΗΜΑΤΟΣ [810, 239, 979, 278]
story-body: ΑΘΗΝΑ, 3.— Αὐξήση κατά 114 σημειώθηκε στόν δείκτη τιμῶν ἀγοραστικῶν προϊόντων τόν Μάρτιο σέ σύγκριση μέ τόν ἀντίστοιχο μήνα τοῦ προηγουμένου ἔτους, σύμφωνα μέ ἀνακοίνωση τῆς ἐθνικῆς στατιστικῆς ὑπηρεσίας. [992, 618, 1184, 689]
story-body: Τό κεντρικό συμβούλιο τῶν ἐπιμελητῶν καί βοηθῶν τῶν ἀνωτάτων σχολῶν ζήτησε ἀπό τό ὑπουργεῖο Παιδείας τήν ἄμεση ψήφιση τοῦ νομοσχεδίου γιά τήν ἀναβάθμιση τοῦ βοηθητικοῦ διδακτικοῦ προσωπικοῦ. [1195, 442, 1371, 513]
doctor-entry [617, 640, 795, 672]
story-body: ΑΘΗΝΑ, 3.— Ἀπό τόν ὀργανισμό σιδηροδρόμων Ἑλλάδος ἀνακοινώθηκε ὅτι παρά τήν συνεχιζόμενη ἀπεργία μέρους τῶν μηχανοδηγῶν, κυκλοφοροῦν κανονικά ὅλες οἱ ἐπιβατικές ἀμαξοστοιχίες Ἀθηνῶν, Θεσσαλονίκης, Ἀλεξανδρουπόλεως, Φλωρίνης καί Βόλου. [413, 210, 605, 293]
technical-company-ad [992, 858, 1184, 996]
chemist-line-4: Πληροφορίαι: Τηλέφ. 533-231 [1268, 1196, 1487, 1216]
theft-body: ΑΘΗΝΑ, 3.— Στό πρωτοδικεῖο τοῦ αὐτοφώρου παραπέμφθηκε ὁ 24χρονος Γερμανός ὑπήκοος πού συνελήφθη σέ ἀπόπειρα κλοπῆς τῆς τσάντας μιᾶς Φιλανδῆς τουρίστριας στήν πλατεία Συντάγματος. [1195, 746, 1561, 781]
dei-logo [11, 1159, 58, 1206]
doctor-entry [805, 613, 983, 645]
story-headline: ΚΑΙ ΣΤΗΝ ΚΑΒΑΛΑ ΚΑΤΑΣΤΡΕΦΟΥΝ ΔΗΜΟΤΙΚΑ ΠΑΡΚΑ [1389, 262, 1556, 301]
story-body: ΑΘΗΝΑ, 3.— Θά χορηγηθοῦν ἄδειες εἰσαγωγῆς ἀβγῶν γιά ἐκκόλαψη νεοσσῶν παραγωγῆς πού θά εἰσαχθοῦν ἀπό χῶρες τῆς Κοινῆς Ἀγορᾶς. Οἱ ἐνδιαφερόμενοι θά ὑποβάλλουν αἰτήσεις στό ὑπουργεῖο Ἐμπορίου μέχρι τίς 20 Μαΐου. [992, 199, 1184, 270]
story-body: ΑΘΗΝΑ, 3.— Μέ ἀπόφαση τοῦ ὑπουργείου Ἐμπορίου, παρατείνεται μέχρι 30 Ἰουνίου ἡ προθεσμία γιά τήν χορήγηση ἀδειῶν εἰσαγωγῆς δερμάτων τῆς δασμολογικῆς κλάσεως 7315. [4, 943, 197, 1002]
story-body: Ἡ Φιλόπτωχος ἀδελφότης Γεφύρας Θεσσαλονίκης ὀργανώνει τήν Κυριακή πανήγυρη ἐπί τῇ ἑορτῇ τῆς ἁγίας Εἰρήνης στό ὁμώνυμο ἐξωκκλήσι. Θά ἀκολουθήσει γεῦμα καί καλλιτεχνικό πρόγραμμα. Τό κοινωνικόν συνεργεῖο. [413, 839, 605, 911]
doctor-name: ΣΤΕΛΛΑ ΜΑΝΔΑΛΗ – ΚΟΥΡΤΗ [635, 713, 777, 725]
doctor-name: ΝΙΚΟΛΑΟΣ Σ. ΕΛΕΥΘΕΡΙΟΥ [641, 490, 771, 502]
kentavros-brands: AUSTIN - MORRIS - JAGUAR - TRIUMPH - LEYLAND [1232, 935, 1523, 950]
declarations-title: ΔΙΑΚΗΡΥΞΕΙΣ [642, 10, 944, 51]
doctor-name: Δρ ΧΡΗΣΤΟΣ ΜΑΓΚΟΣ [653, 750, 759, 762]
story-body: ΑΘΗΝΑ, 3.— Κατά τίς ἐκλογές πού διενήργησε τό οἰκονομικό καί κοινωνικό συμβούλιο τοῦ ΟΗΕ στή Νέα Ὑόρκη ἡ Ἑλλάδα ἐκλέχτηκε μέλος τῆς ἐπιτροπῆς ἀνθρωπίνων δικαιωμάτων. [413, 653, 605, 713]
film-box-illustration [128, 1399, 279, 1487]
opera-footer: Εἰσιτήρια στό ταμεῖο τοῦ θεάτρου Ε.Μ.Σ. γιά ὅλες τίς παραστάσεις ἀπό ΔΕΥΤΕΡΑ 8 ΜΑΪΟΥ [647, 1108, 952, 1131]
kentavros-role: ὑπάλληλους διά τήν ἀποθήκην ἀνταλλακτικῶν [1258, 968, 1497, 983]
opera-title: Η ΕΘΝΙΚΗ ΛΥΡΙΚΗ ΣΚΗΝΗ [628, 940, 972, 971]
story-headline: ΘΑ ΑΛΛΑΞΟΥΝ ΟΙ ΑΡΙΘΜΟΙ ΚΛΗΣΕΩΣ ΤΩΝ ΚΕΝΤΡΩΝ ΤΟΥ ΟΤΕ ΤΡΙΩΝ ΚΩΜΟΠΟΛΕΩΝ [12, 288, 189, 326]
doctor-specialty: Δερματολόγος – Ἀφροδισιολόγος [825, 734, 962, 746]
doctors-title: ΟΙ ΓΙΑΤΡΟΙ ΤΗΣ ΘΕΣΣΑΛΟΝΙΚΗΣ [621, 379, 979, 405]
